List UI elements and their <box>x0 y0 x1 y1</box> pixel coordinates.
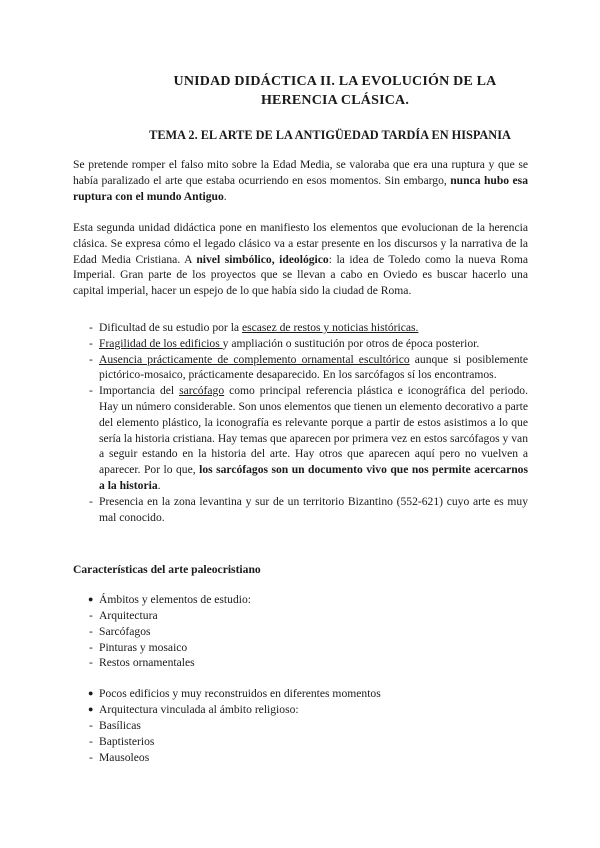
list-item <box>73 320 528 336</box>
list-item <box>73 686 528 702</box>
item-underlined: escasez de restos y noticias históricas. <box>241 321 419 334</box>
bullet-marker: ● <box>88 688 94 698</box>
list-item <box>73 734 528 750</box>
document-title <box>150 72 520 110</box>
item-text: Arquitectura vinculada al ámbito religioso: <box>99 702 299 716</box>
item-text: . <box>157 478 161 492</box>
item-text: como principal referencia plástica e iconográfica del periodo. Hay un número considerable. Son unos elementos que tienen un elemento decorativo a parte del elemento plástico, la iconografía es relevante porque a partir de estos asistimos a lo que sería la historia cristiana. Hay temas que aparecen por primera vez en estos sarcófagos y van a seguir estando en la historia del arte. Hay otros que aparecen aquí pero no vuelven a aparecer. Por lo que, <box>99 384 528 477</box>
second-bold: nivel simbólico, ideológico <box>196 252 329 266</box>
list-item <box>73 750 528 766</box>
list-item <box>73 352 528 384</box>
list-item <box>73 494 528 526</box>
item-text: Baptisterios <box>99 734 155 748</box>
architecture-bullets <box>73 686 528 718</box>
intro-bold: nunca hubo esa ruptura con el mundo Antiguo <box>73 173 528 203</box>
list-item <box>73 624 528 640</box>
list-item <box>73 608 528 624</box>
item-text: Pinturas y mosaico <box>99 640 188 654</box>
list-item <box>73 592 528 608</box>
list-item <box>73 702 528 718</box>
item-text: Importancia del <box>99 384 180 398</box>
intro-paragraph <box>73 157 528 204</box>
item-text: Presencia en la zona levantina y sur de un territorio Bizantino (552-621) cuyo arte es muy mal conocido. <box>99 494 528 524</box>
dash-marker: - <box>89 750 93 764</box>
second-end: : la idea de Toledo como la nueva Roma Imperial. Gran parte de los proyectos que se llevan a cabo en Oviedo es buscar hacerlo una capital imperial, hacer un espejo de lo que había sido la ciudad de Roma. <box>73 252 528 298</box>
architecture-list <box>73 718 528 765</box>
study-areas-bullet <box>73 592 528 608</box>
dash-marker: - <box>89 719 93 732</box>
list-item <box>73 383 528 494</box>
item-text: aunque si posiblemente pictórico-mosaico, prácticamente desaparecido. En los sarcófagos sí los encontramos. <box>99 352 528 382</box>
dash-marker: - <box>89 384 93 398</box>
dash-marker: - <box>89 494 93 508</box>
item-text: Sarcófagos <box>99 624 151 638</box>
dash-marker: - <box>89 352 93 366</box>
difficulties-list <box>73 320 528 525</box>
second-text: Esta segunda unidad didáctica pone en manifiesto los elementos que evolucionan de la herencia clásica. Se expresa cómo el legado clásico va a estar presente en los discursos y la narrativa de la Edad Media Cristiana. A <box>73 221 528 266</box>
dash-marker: - <box>89 321 93 334</box>
title-line-1: UNIDAD DIDÁCTICA II. LA EVOLUCIÓN DE LA <box>173 74 497 89</box>
dash-marker: - <box>89 640 93 654</box>
item-underlined: Fragilidad de los edificios <box>99 336 223 350</box>
intro-end: . <box>223 189 227 203</box>
item-text: y ampliación o sustitución por otros de época posterior. <box>222 336 480 350</box>
dash-marker: - <box>89 734 93 748</box>
dash-marker: - <box>89 336 93 350</box>
bullet-marker: ● <box>88 594 94 604</box>
bullet-marker: ● <box>88 703 94 714</box>
title-line-2: HERENCIA CLÁSICA. <box>260 93 410 108</box>
item-bold: los sarcófagos son un documento vivo que nos permite acercarnos a la historia <box>99 463 528 492</box>
item-underlined: Ausencia prácticamente de complemento ornamental escultórico <box>99 352 410 366</box>
item-text: Basílicas <box>99 719 141 732</box>
item-text: Arquitectura <box>99 609 158 622</box>
item-underlined: sarcófago <box>179 384 225 398</box>
list-item <box>73 655 528 671</box>
item-text: Pocos edificios y muy reconstruidos en diferentes momentos <box>99 687 381 700</box>
item-text: Dificultad de su estudio por la <box>99 321 242 334</box>
second-paragraph <box>73 220 528 299</box>
topic-subtitle: TEMA 2. EL ARTE DE LA ANTIGÜEDAD TARDÍA EN HISPANIA <box>149 128 511 142</box>
item-text: Restos ornamentales <box>99 656 195 670</box>
section-heading: Características del arte paleocristiano <box>73 563 261 576</box>
list-item <box>73 718 528 734</box>
dash-marker: - <box>89 656 93 670</box>
study-areas-list <box>73 608 528 671</box>
intro-text: Se pretende romper el falso mito sobre la Edad Media, se valoraba que era una ruptura y que se había paralizado el arte que estaba ocurriendo en esos momentos. Sin embargo, <box>73 158 528 187</box>
list-item <box>73 640 528 656</box>
dash-marker: - <box>89 609 93 622</box>
list-item <box>73 336 528 352</box>
dash-marker: - <box>89 624 93 638</box>
item-text: Mausoleos <box>99 750 150 764</box>
item-text: Ámbitos y elementos de estudio: <box>99 593 251 606</box>
